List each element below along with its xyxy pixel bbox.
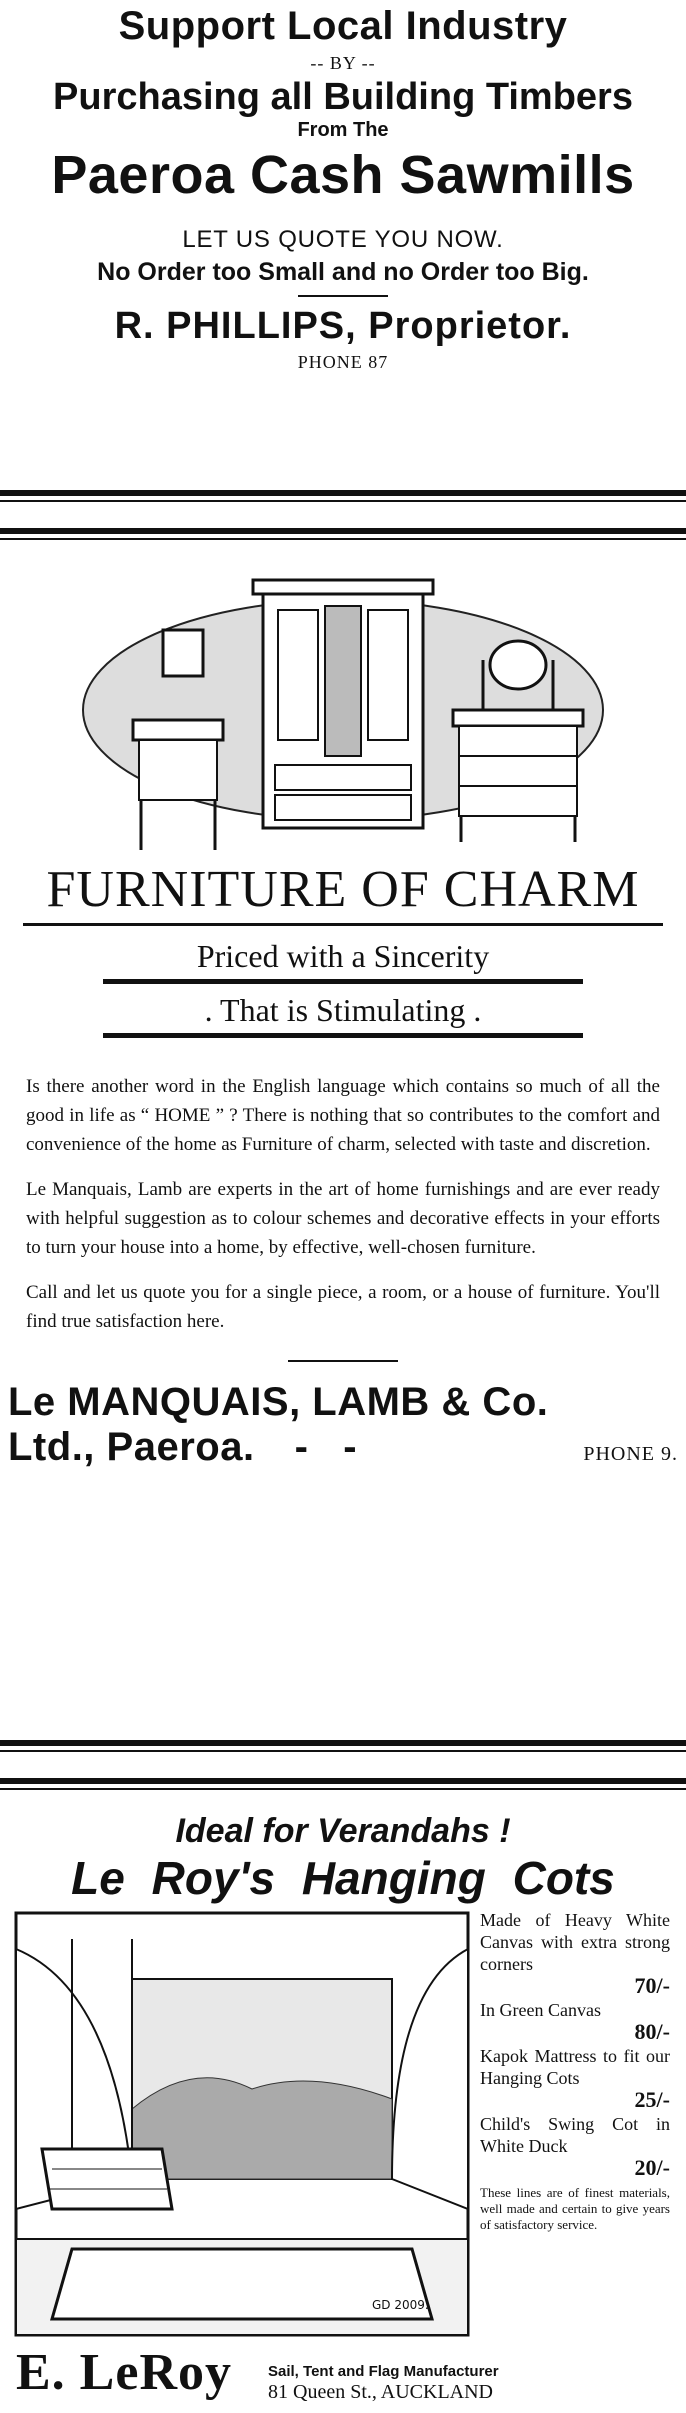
sawmill-advert <box>0 0 686 520</box>
cots-product: Le Roy's Hanging Cots <box>71 1852 615 1904</box>
cots-price-list <box>480 1909 670 2339</box>
divider <box>103 1033 583 1038</box>
section-border <box>0 528 686 540</box>
sawmill-proprietor: R. PHILLIPS, Proprietor. <box>114 305 572 347</box>
divider <box>103 979 583 984</box>
cots-maker-info <box>268 2362 499 2402</box>
furniture-paragraph-1: Is there another word in the English language which contains so much of all the good in life as “ HOME ” ? There is nothing that so contributes to the comfort and convenience of the home as Furniture of charm, selected with taste and discretion. <box>26 1076 660 1155</box>
furniture-phone: PHONE 9. <box>583 1443 678 1465</box>
furniture-advert <box>0 528 686 1768</box>
cots-headline: Ideal for Verandahs ! <box>175 1812 511 1850</box>
sawmill-order-line: No Order too Small and no Order too Big. <box>97 258 589 286</box>
divider <box>288 1360 398 1362</box>
furniture-firm-town: Ltd., Paeroa. <box>8 1425 255 1469</box>
cots-artist-mark: GD 2009. <box>372 2298 429 2312</box>
furniture-tagline-1: Priced with a Sincerity <box>196 938 490 974</box>
sawmill-headline: Support Local Industry <box>118 4 568 48</box>
sawmill-quote-line: LET US QUOTE YOU NOW. <box>182 226 504 253</box>
furniture-illustration-icon <box>63 560 623 860</box>
sawmill-subhead: Purchasing all Building Timbers <box>53 76 633 118</box>
section-border <box>0 490 686 502</box>
cots-maker: E. LeRoy <box>16 2344 232 2401</box>
cots-item-1-desc: Made of Heavy White Canvas with extra strong corners <box>480 1910 670 1974</box>
divider <box>298 295 388 297</box>
cots-item-4-price: 20/- <box>634 2155 670 2180</box>
furniture-headline: FURNITURE OF CHARM <box>46 861 640 918</box>
divider <box>23 923 663 926</box>
furniture-firm-line-1: Le MANQUAIS, LAMB & Co. <box>8 1380 549 1424</box>
cots-item-1-price: 70/- <box>634 1973 670 1998</box>
furniture-firm-dashes: - - <box>294 1425 358 1469</box>
sawmill-company: Paeroa Cash Sawmills <box>51 145 635 205</box>
furniture-firm-line-2 <box>8 1425 686 1470</box>
hanging-cot-illustration-icon <box>12 1909 472 2339</box>
cots-item-3-desc: Kapok Mattress to fit our Hanging Cots <box>480 2046 670 2088</box>
furniture-paragraph-2: Le Manquais, Lamb are experts in the art of home furnishings and are ever ready with helpful suggestion as to colour schemes and decorative effects in your efforts to turn your house into a home, by effective, well-chosen furniture. <box>26 1179 660 1258</box>
cots-item-4-desc: Child's Swing Cot in White Duck <box>480 2114 670 2156</box>
sawmill-phone: PHONE 87 <box>297 352 389 372</box>
cots-item-2-desc: In Green Canvas <box>480 2000 601 2020</box>
cots-fine-print: These lines are of finest materials, well made and certain to give years of satisfactory service. <box>480 2185 670 2232</box>
cots-advert <box>0 1778 686 2413</box>
cots-address: 81 Queen St., AUCKLAND <box>268 2381 493 2403</box>
section-border <box>0 1778 686 1790</box>
cots-trade: Sail, Tent and Flag Manufacturer <box>268 2363 499 2380</box>
cots-item-3-price: 25/- <box>634 2087 670 2112</box>
sawmill-from: From The <box>297 119 389 141</box>
furniture-tagline-2: . That is Stimulating . <box>204 992 482 1028</box>
furniture-paragraph-3: Call and let us quote you for a single piece, a room, or a house of furniture. You'll find true satisfaction here. <box>26 1282 660 1332</box>
sawmill-by: -- BY -- <box>310 53 376 73</box>
cots-item-2-price: 80/- <box>634 2019 670 2044</box>
section-border <box>0 1740 686 1752</box>
